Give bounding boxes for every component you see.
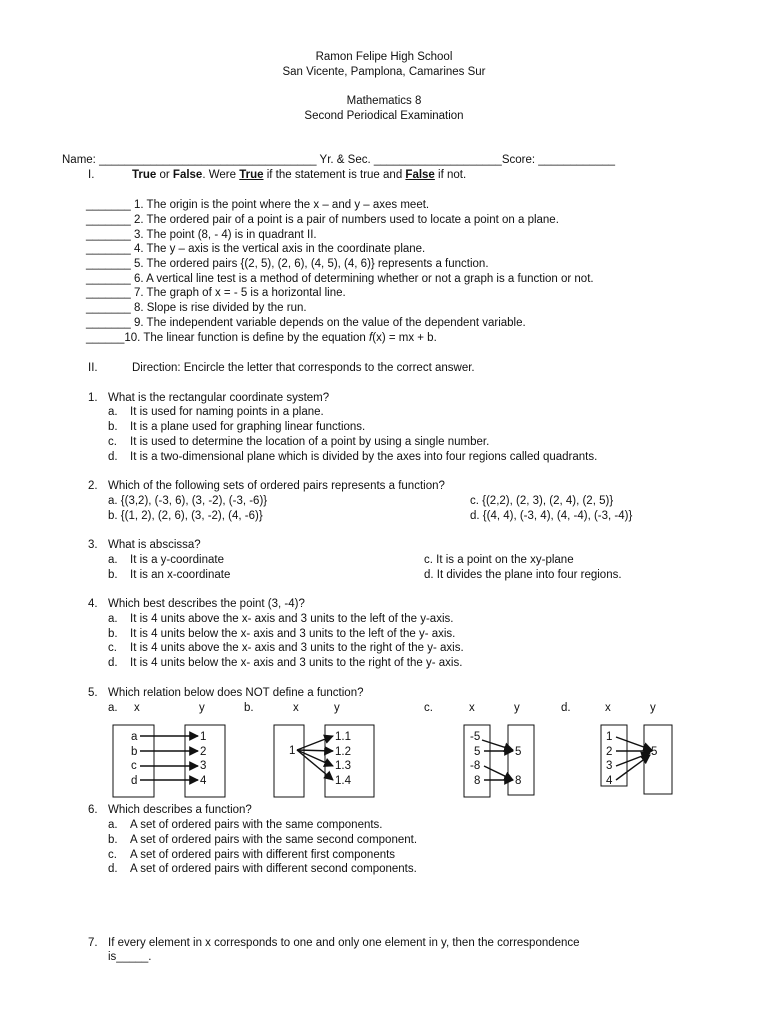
statement-tail: (x) = mx + b. bbox=[372, 332, 437, 344]
statement: 5. The ordered pairs {(2, 5), (2, 6), (4, 5), (4, 6)} represents a function. bbox=[130, 258, 489, 270]
q6-option-c-text: A set of ordered pairs with different first components bbox=[130, 849, 396, 861]
answer-blank[interactable]: _______ bbox=[86, 302, 131, 314]
option-letter: b. bbox=[108, 569, 118, 581]
q5a-range-label: 4 bbox=[200, 775, 207, 787]
q2-number: 2. bbox=[88, 480, 98, 492]
instr-false: False bbox=[172, 169, 203, 181]
q5c-domain-label: 8 bbox=[474, 775, 481, 787]
q6-option-a-text: A set of ordered pairs with the same components. bbox=[130, 819, 383, 831]
instr-mid: if the statement is true and bbox=[263, 169, 406, 181]
q3-option-d[interactable]: d. It divides the plane into four regions. bbox=[424, 569, 622, 581]
q5-option-d[interactable]: d. bbox=[561, 702, 571, 714]
q5b-arrow bbox=[297, 750, 333, 751]
q5b-arrow bbox=[297, 736, 333, 750]
q5a-domain-label: d bbox=[131, 775, 138, 787]
q3-option-a-text: It is a y-coordinate bbox=[130, 554, 224, 566]
part2-direction: Direction: Encircle the letter that corresponds to the correct answer. bbox=[132, 362, 475, 374]
q6-option-d-text: A set of ordered pairs with different second components. bbox=[130, 863, 417, 875]
option-letter: a. bbox=[108, 554, 118, 566]
q3-stem: What is abscissa? bbox=[108, 539, 201, 551]
q6-stem: Which describes a function? bbox=[108, 804, 252, 816]
q5a-domain-label: a bbox=[131, 731, 138, 743]
q5c-domain-label: -5 bbox=[470, 731, 481, 743]
statement: 6. A vertical line test is a method of determining whether or not a graph is a function or not. bbox=[130, 273, 594, 285]
option-letter: c. bbox=[108, 849, 117, 861]
q5c-domain-label: -8 bbox=[470, 760, 481, 772]
statement: 9. The independent variable depends on the value of the dependent variable. bbox=[130, 317, 526, 329]
part2-roman: II. bbox=[88, 362, 98, 374]
exam-title: Second Periodical Examination bbox=[304, 110, 464, 122]
q1-option-a-text: It is used for naming points in a plane. bbox=[130, 406, 324, 418]
statement: 7. The graph of x = - 5 is a horizontal line. bbox=[130, 287, 346, 299]
q5-number: 5. bbox=[88, 687, 98, 699]
q5d-domain-label: 4 bbox=[606, 775, 613, 787]
q5a-range-label: 2 bbox=[200, 746, 207, 758]
q5d-domain-label: 1 bbox=[606, 731, 613, 743]
answer-blank[interactable]: _______ bbox=[86, 199, 131, 211]
q5a-domain-label: c bbox=[131, 760, 137, 772]
q4-number: 4. bbox=[88, 598, 98, 610]
score-field[interactable]: ____________ bbox=[538, 154, 616, 166]
q5a-range-label: 3 bbox=[200, 760, 207, 772]
statement: 4. The y – axis is the vertical axis in the coordinate plane. bbox=[130, 243, 426, 255]
option-letter: a. bbox=[108, 819, 118, 831]
q6-option-b-text: A set of ordered pairs with the same second component. bbox=[130, 834, 418, 846]
option-letter: d. bbox=[108, 657, 118, 669]
instr-false-underlined: False bbox=[405, 169, 435, 181]
q5c-y-header: y bbox=[514, 702, 520, 714]
instr-true: True bbox=[132, 169, 157, 181]
part1-roman: I. bbox=[88, 169, 95, 181]
q2-option-b[interactable]: b. {(1, 2), (2, 6), (3, -2), (4, -6)} bbox=[108, 510, 263, 522]
q5b-x-header: x bbox=[293, 702, 299, 714]
q5a-y-header: y bbox=[199, 702, 205, 714]
option-letter: d. bbox=[108, 863, 118, 875]
q5-option-a[interactable]: a. bbox=[108, 702, 118, 714]
q5d-y-header: y bbox=[650, 702, 656, 714]
q5a-domain-label: b bbox=[131, 746, 138, 758]
q4-option-c-text: It is 4 units above the x- axis and 3 units to the right of the y- axis. bbox=[130, 642, 464, 654]
name-field[interactable]: __________________________________ bbox=[99, 154, 317, 166]
option-letter: b. bbox=[108, 834, 118, 846]
yr-sec-label: Yr. & Sec. bbox=[319, 154, 371, 166]
q5-option-b[interactable]: b. bbox=[244, 702, 254, 714]
q5b-arrow bbox=[297, 750, 333, 780]
function-symbol: f bbox=[369, 332, 373, 344]
q6-option-c[interactable] bbox=[108, 848, 117, 862]
q5b-arrow bbox=[297, 750, 333, 766]
q5b-domain-label: 1 bbox=[289, 745, 296, 757]
name-label: Name: bbox=[62, 154, 96, 166]
q1-option-b-text: It is a plane used for graphing linear functions. bbox=[130, 421, 366, 433]
statement: 10. The linear function is define by the equation bbox=[124, 332, 370, 344]
instr-were: . Were bbox=[202, 169, 240, 181]
answer-blank[interactable]: _______ bbox=[86, 243, 131, 255]
q5d-arrow bbox=[616, 755, 650, 780]
q1-number: 1. bbox=[88, 392, 98, 404]
q3-option-b-text: It is an x-coordinate bbox=[130, 569, 231, 581]
score-label: Score: bbox=[501, 154, 536, 166]
answer-blank[interactable]: _______ bbox=[86, 258, 131, 270]
q7-stem-line1: If every element in x corresponds to one and only one element in y, then the correspondence bbox=[108, 937, 580, 949]
q2-option-a[interactable]: a. {(3,2), (-3, 6), (3, -2), (-3, -6)} bbox=[108, 495, 268, 507]
option-letter: b. bbox=[108, 421, 118, 433]
answer-blank[interactable]: _______ bbox=[86, 214, 131, 226]
q4-option-b-text: It is 4 units below the x- axis and 3 units to the left of the y- axis. bbox=[130, 628, 456, 640]
option-letter: c. bbox=[108, 436, 117, 448]
q6-option-b[interactable] bbox=[108, 833, 118, 847]
q5c-range-label: 5 bbox=[515, 746, 522, 758]
q5c-domain-label: 5 bbox=[474, 746, 481, 758]
instr-end: if not. bbox=[434, 169, 467, 181]
q1-option-d-text: It is a two-dimensional plane which is divided by the axes into four regions called quadrants. bbox=[130, 451, 598, 463]
answer-blank[interactable]: ______ bbox=[86, 332, 125, 344]
q7-stem-line2[interactable]: is_____. bbox=[108, 951, 152, 963]
school-address: San Vicente, Pamplona, Camarines Sur bbox=[282, 66, 486, 78]
option-letter: a. bbox=[108, 613, 118, 625]
q5b-range-label: 1.2 bbox=[335, 746, 351, 758]
q5d-range-box bbox=[644, 725, 672, 794]
q5d-domain-box bbox=[601, 725, 627, 786]
q5d-x-header: x bbox=[605, 702, 611, 714]
yr-sec-field[interactable]: ____________________ bbox=[373, 154, 502, 166]
subject-title: Mathematics 8 bbox=[346, 95, 422, 107]
answer-blank[interactable]: _______ bbox=[86, 229, 131, 241]
q2-stem: Which of the following sets of ordered pairs represents a function? bbox=[108, 480, 445, 492]
instr-or: or bbox=[156, 169, 173, 181]
option-letter: a. bbox=[108, 406, 118, 418]
answer-blank[interactable]: _______ bbox=[86, 287, 131, 299]
q6-number: 6. bbox=[88, 804, 98, 816]
statement: 1. The origin is the point where the x – and y – axes meet. bbox=[130, 199, 430, 211]
q2-option-c[interactable]: c. {(2,2), (2, 3), (2, 4), (2, 5)} bbox=[470, 495, 614, 507]
q6-option-d[interactable] bbox=[108, 862, 118, 876]
statement: 2. The ordered pair of a point is a pair of numbers used to locate a point on a plane. bbox=[130, 214, 559, 226]
q5b-range-label: 1.3 bbox=[335, 760, 351, 772]
q5a-range-label: 1 bbox=[200, 731, 207, 743]
answer-blank[interactable]: _______ bbox=[86, 317, 131, 329]
school-name: Ramon Felipe High School bbox=[315, 51, 453, 63]
q5c-x-header: x bbox=[469, 702, 475, 714]
option-letter: d. bbox=[108, 451, 118, 463]
q5d-domain-label: 2 bbox=[606, 746, 613, 758]
statement: 3. The point (8, - 4) is in quadrant II. bbox=[130, 229, 317, 241]
q5a-x-header: x bbox=[134, 702, 140, 714]
q5d-arrow bbox=[616, 737, 652, 750]
option-letter: b. bbox=[108, 628, 118, 640]
q5b-range-label: 1.1 bbox=[335, 731, 351, 743]
q5-option-c[interactable]: c. bbox=[424, 702, 433, 714]
q3-option-c[interactable]: c. It is a point on the xy-plane bbox=[424, 554, 574, 566]
q3-number: 3. bbox=[88, 539, 98, 551]
statement: 8. Slope is rise divided by the run. bbox=[130, 302, 307, 314]
q5b-domain-box bbox=[274, 725, 304, 797]
q5b-y-header: y bbox=[334, 702, 340, 714]
q5c-range-label: 8 bbox=[515, 775, 522, 787]
q5d-domain-label: 3 bbox=[606, 760, 613, 772]
q7-number: 7. bbox=[88, 937, 98, 949]
answer-blank[interactable]: _______ bbox=[86, 273, 131, 285]
q1-option-c-text: It is used to determine the location of a point by using a single number. bbox=[130, 436, 490, 448]
q5b-range-label: 1.4 bbox=[335, 775, 351, 787]
q5-stem: Which relation below does NOT define a function? bbox=[108, 687, 364, 699]
q5d-range-label: 5 bbox=[651, 746, 658, 758]
q4-option-d-text: It is 4 units below the x- axis and 3 units to the right of the y- axis. bbox=[130, 657, 463, 669]
option-letter: c. bbox=[108, 642, 117, 654]
instr-true-underlined: True bbox=[239, 169, 264, 181]
q6-option-a[interactable] bbox=[108, 818, 118, 832]
q5c-arrow bbox=[484, 766, 513, 780]
q4-option-a-text: It is 4 units above the x- axis and 3 units to the left of the y-axis. bbox=[130, 613, 454, 625]
q2-option-d[interactable]: d. {(4, 4), (-3, 4), (4, -4), (-3, -4)} bbox=[470, 510, 633, 522]
q4-stem: Which best describes the point (3, -4)? bbox=[108, 598, 305, 610]
q1-stem: What is the rectangular coordinate system? bbox=[108, 392, 330, 404]
